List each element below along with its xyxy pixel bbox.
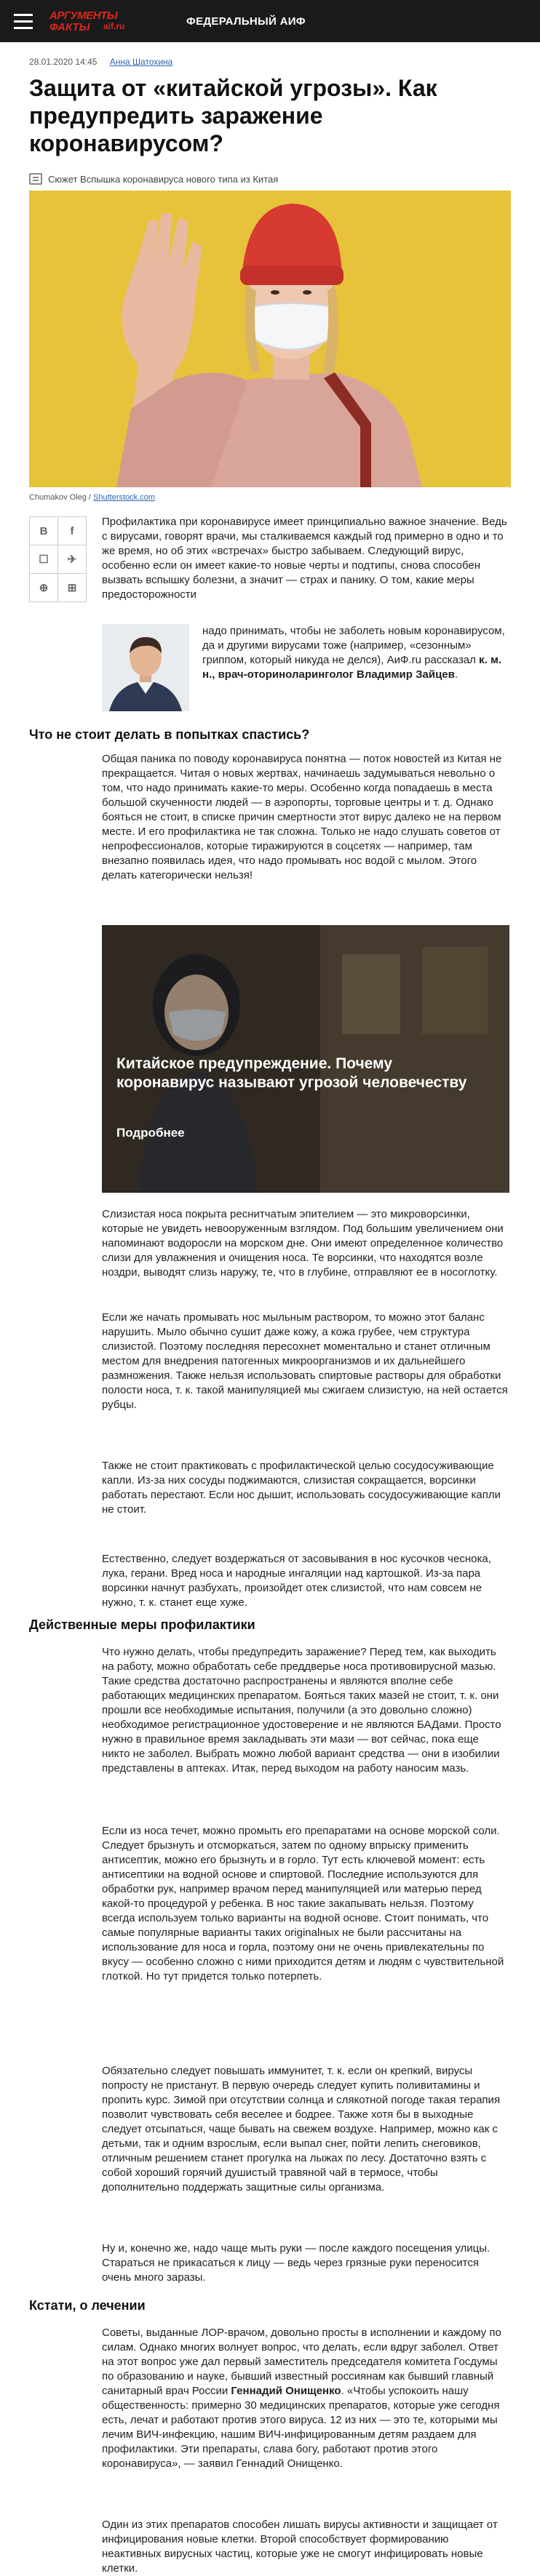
- logo-domain: aif.ru: [103, 21, 125, 31]
- logo-line-1: АРГУМЕНТЫ: [49, 9, 118, 22]
- related-article-title[interactable]: Китайское предупреждение. Почему коронавирус называют угрозой человечеству: [116, 1055, 467, 1091]
- related-article-card[interactable]: [102, 925, 509, 1193]
- photo-credit-separator: /: [86, 493, 94, 502]
- expert-name: к. м. н., врач-оториноларинголог Владимир Зайцев: [202, 654, 502, 681]
- article-date: 28.01.2020 14:45: [29, 57, 98, 67]
- top-navigation-bar: [0, 0, 540, 42]
- logo-line-2: ФАКТЫ: [49, 21, 90, 33]
- expert-block: [102, 624, 509, 719]
- share-print-button[interactable]: ⊕: [29, 573, 58, 602]
- paragraph-7: Если из носа течет, можно промыть его препаратами на основе морской соли. Следует брызнуть и отсморкаться, затем по одному впрыску применить антисептик, можно его брызнуть и в горло. Тут есть ключевой момент: есть антисептики на водной основе и спиртовой. Последние используются для обработки рук, например врачом перед манипуляцией или матерью перед какой-то процедурой у ребенка. В нос такие закапывать нельзя. Поэтому всегда используем только варианты на водной основе. Стоит понимать, что самые популярные варианты таких originalных не были рассчитаны на использование для носа и горла, поэтому они не очень привлекательны по вкусу — особенно сложно с ними приходится детям и людям с чувствительной глоткой. Но тут придется только потерпеть.: [102, 1825, 504, 1983]
- story-label: Сюжет Вспышка коронавируса нового типа из Китая: [48, 173, 279, 185]
- share-buttons: [29, 516, 87, 601]
- related-article-more-link[interactable]: Подробнее: [116, 1126, 185, 1140]
- expert-end: .: [454, 668, 458, 681]
- hero-illustration: [29, 191, 511, 487]
- story-icon: [29, 173, 42, 185]
- photo-credit-source[interactable]: Shutterstock.com: [93, 493, 156, 502]
- menu-icon[interactable]: [0, 0, 47, 42]
- share-ok-button[interactable]: ☐: [29, 545, 58, 574]
- region-link[interactable]: ФЕДЕРАЛЬНЫЙ АИФ: [186, 15, 306, 28]
- paragraph-5: Естественно, следует воздержаться от засовывания в нос кусочков чеснока, лука, герани. Вред носа и народные ингаляции над картошкой. Из-за пара ворсинки начнут разбухать, произойдет отек слизистой, что нам совсем не нужно, т. к. станет еще хуже.: [102, 1553, 491, 1609]
- share-facebook-button[interactable]: f: [57, 516, 87, 545]
- paragraph-11: Один из этих препаратов способен лишать вирусы активности и защищает от инфицирования новые клетки. Второй способствует формированию неактивных вирусных частиц, которые уже не смогут инфицировать новые клетки.: [102, 2519, 498, 2575]
- article-header: [29, 57, 511, 185]
- section-heading-3: Кстати, о лечении: [29, 2298, 146, 2313]
- paragraph-3: Если же начать промывать нос мыльным раствором, то можно этот баланс нарушить. Мыло обычно сушит даже кожу, а кожа грубее, чем структура слизистой. Поэтому последняя пересохнет моментально и станет отличным местом для внедрения патогенных микроорганизмов и их дальнейшего размножения. Также нельзя использовать спиртовые растворы для обработки полости носа, т. к. такой манипуляцией мы сжигаем слизистую, на ней остается рубцы.: [102, 1311, 508, 1411]
- expert-text: [202, 624, 509, 682]
- share-telegram-button[interactable]: ✈: [57, 545, 87, 574]
- paragraph-1: Общая паника по поводу коронавируса понятна — поток новостей из Китая не прекращается. Читая о новых жертвах, начинаешь задумываться невольно о том, что надо принимать какие-то меры. Особенно когда попадаешь в места большой скученности людей — в аэропорты, торговые центры и т. д. Однако бояться не стоит, в списке причин смертности этот вирус далеко не на первом месте. И его профилактика не так сложна. Только не надо слушать советов от непрофессионалов, которые тиражируются в соцсетях — например, там внезапно появилась идея, что надо промывать нос водой с мылом. Этого делать категорически нельзя!: [102, 753, 502, 881]
- paragraph-8: Обязательно следует повышать иммунитет, т. к. если он крепкий, вирусы попросту не пристанут. В первую очередь следует купить поливитамины и пропить курс. Зимой при отсутствии солнца и слякотной погоде такая терапия позволит чувствовать себя веселее и бодрее. Также хотя бы в выходные следует отсыпаться, чаще бывать на свежем воздухе. Например, можно как с детьми, так и одним взрослым, если выпал снег, пойти лепить снеговиков, отличным решением станет прогулка на лыжах по лесу. Достаточно взять с собой хороший горячий душистый травяной чай в термосе, чтобы дополнительно поддержать защитные силы организма.: [102, 2065, 501, 2193]
- article-title: Защита от «китайской угрозы». Как предупредить заражение коронавирусом?: [29, 75, 437, 156]
- paragraph-4: Также не стоит практиковать с профилактической целью сосудосуживающие капли. Из-за них сосуды поджимаются, слизистая сокращается, ворсинки работать перестают. Если нос дышит, использовать сосудосуживающие капли не стоит.: [102, 1460, 501, 1516]
- photo-credit: [29, 493, 155, 502]
- article-meta: [29, 57, 511, 67]
- lead-paragraph: Профилактика при коронавирусе имеет принципиально важное значение. Ведь с вирусами, говорят врачи, мы сталкиваемся каждый год примерно в одно и то же время, но об этих «встречах» быстро забываем. Следующий вирус, особенно если он имеет какие-то новые черты и подтипы, снова способен вызвать вспышку болезни, а значит — страх и панику. О том, какие меры предосторожности: [102, 516, 507, 601]
- paragraph-10: [102, 2326, 509, 2471]
- share-vk-button[interactable]: B: [29, 516, 58, 545]
- site-logo[interactable]: [49, 7, 159, 36]
- story-link[interactable]: [29, 173, 511, 185]
- paragraph-9: Ну и, конечно же, надо чаще мыть руки — после каждого посещения улицы. Стараться не прикасаться к лицу — ведь через грязные руки переносится очень много заразы.: [102, 2242, 491, 2284]
- section-heading-1: Что не стоит делать в попытках спастись?: [29, 727, 310, 742]
- paragraph-10-part-2: . «Чтобы успокоить нашу общественность: примерно 30 медицинских препаратов, которые уже сегодня есть, лечат и работают против этого вируса. 12 из них — это те, которыми мы лечим ВИЧ-инфекцию, нашим ВИЧ-инфицированным детям раздаем для профилактики. Эти препараты, слава богу, работают против этого коронавируса», — заявил Геннадий Онищенко.: [102, 2385, 500, 2470]
- expert-intro: надо принимать, чтобы не заболеть новым коронавирусом, да и другими вирусами тоже (например, «сезонным» гриппом, который никуда не делся), АиФ.ru рассказал: [202, 625, 505, 666]
- paragraph-6: Что нужно делать, чтобы предупредить заражение? Перед тем, как выходить на работу, можно обработать себе преддверье носа противовирусной мазью. Такие средства достаточно распространены и являются вполне себе работающих медицинских препаратом. Бояться таких мазей не стоит, т. к. они прошли все необходимые испытания, получили (а это довольно сложно) необходимое регистрационное удостоверение и не являются БАДами. Просто нужно в правильное время закладывать эти мази — вот сейчас, пока еще никто не заболел. Выбрать можно любой вариант средства — они в изобилии представлены в аптеках. Итак, перед выходом на работу наносим мазь.: [102, 1646, 501, 1775]
- paragraph-2: Слизистая носа покрыта реснитчатым эпителием — это микроворсинки, которые не увидеть невооруженным взглядом. Под большим увеличением они напоминают водоросли на морском дне. Они имеют определенное количество слизи для увлажнения и очищения носа. Те ворсинки, что находятся возле ноздри, выводят слизь наружу, те, что в глубине, отправляют ее в носоглотку.: [102, 1208, 504, 1279]
- hero-image: [29, 191, 511, 487]
- author-link[interactable]: Анна Шатохина: [109, 57, 173, 67]
- onishchenko-name: Геннадий Онищенко: [231, 2385, 341, 2397]
- photo-credit-name: Chumakov Oleg: [29, 493, 87, 502]
- paragraph-10-part-1: Советы, выданные ЛОР-врачом, довольно просты в исполнении и каждому по силам. Однако многих волнует вопрос, что делать, если вдруг заболел. Ответ на этот вопрос уже дал первый заместитель председателя комитета Госдумы по образованию и науке, бывший известный россиянам как бывший главный санитарный врач России: [102, 2327, 501, 2397]
- share-more-button[interactable]: ⊞: [57, 573, 87, 602]
- section-heading-2: Действенные меры профилактики: [29, 1617, 255, 1632]
- expert-photo: [102, 624, 189, 711]
